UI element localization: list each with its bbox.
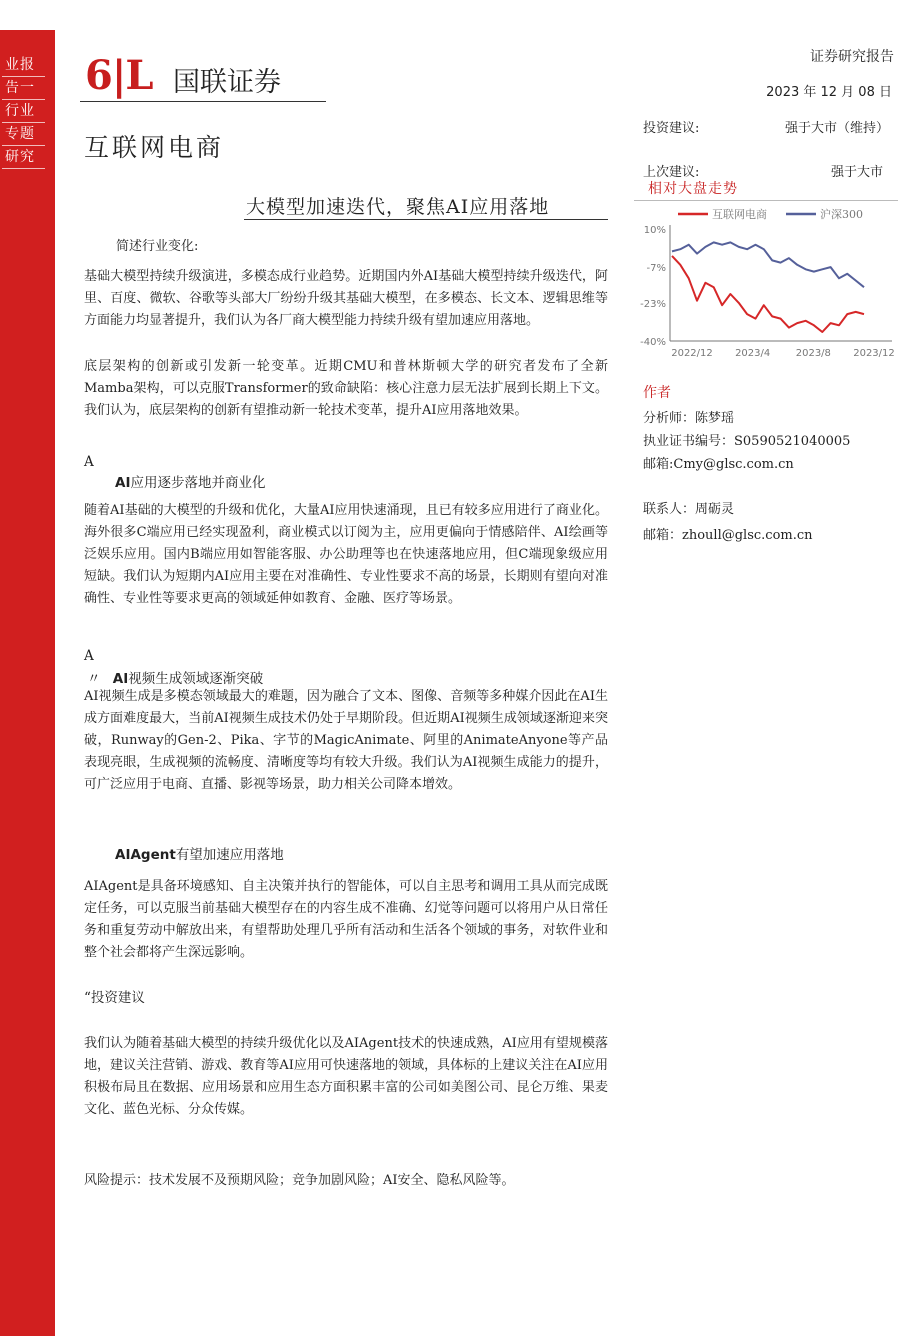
prev-rating-label: 上次建议: <box>643 165 700 180</box>
chart-legend-label: 沪深300 <box>820 208 863 221</box>
section-heading-ai-video <box>87 667 263 687</box>
company-logo <box>85 52 281 99</box>
contact-name: 联系人：周砺灵 <box>643 502 735 517</box>
chart-y-tick-label: -23% <box>640 298 666 310</box>
intro-label: 简述行业变化: <box>116 239 199 254</box>
chart-heading: 相对大盘走势 <box>648 181 738 197</box>
author-heading: 作者 <box>643 385 671 401</box>
analyst-email[interactable]: 邮箱:Cmy@glsc.com.cn <box>643 457 794 472</box>
rating-block <box>643 118 890 184</box>
paragraph-architecture: 底层架构的创新或引发新一轮变革。近期CMU和普林斯顿大学的研究者发布了全新Mamba架构，可以克服Transformer的致命缺陷：核心注意力层无法扩展到长期上下文。我们认为，底层架构的创新有望推动新一轮技术变革，提升AI应用落地效果。 <box>84 359 608 418</box>
logo-mark: 6|L <box>85 52 153 99</box>
chart-x-tick-label: 2023/4 <box>735 348 771 359</box>
section-heading-ai-apps <box>115 471 265 491</box>
prev-rating-value: 强于大市 <box>830 165 883 180</box>
paragraph-investment: 我们认为随着基础大模型的持续升级优化以及AIAgent技术的快速成熟，AI应用有望规模落地，建议关注营销、游戏、教育等AI应用可快速落地的领域，具体标的上建议关注在AI应用积极布局且在数据、应用场景和应用生态方面积累丰富的公司如美图公司、昆仑万维、果麦文化、蓝色光标、分众传媒。 <box>84 1036 608 1117</box>
heading-mark: 〃 <box>87 671 101 687</box>
analyst-name: 分析师：陈梦瑶 <box>643 411 735 426</box>
heading-bold: AI <box>115 475 131 491</box>
chart-svg <box>634 201 898 359</box>
report-title: 大模型加速迭代，聚焦AI应用落地 <box>246 196 550 218</box>
side-label: 业报 <box>2 54 45 77</box>
logo-name: 国联证券 <box>173 67 281 98</box>
section-heading-ai-agent <box>115 843 284 863</box>
chart-series-line <box>672 242 864 287</box>
paragraph-ai-video: AI视频生成是多模态领域最大的难题，因为融合了文本、图像、音频等多种媒介因此在AI生成方面难度最大，当前AI视频生成技术仍处于早期阶段。但近期AI视频生成领域逐渐迎来突破，Runway的Gen-2、Pika、字节的MagicAnimate、阿里的AnimateAnyone等产品表现亮眼，生成视频的流畅度、清晰度等均有较大升级。我们认为AI视频生成能力的提升，可广泛应用于电商、直播、影视等场景，助力相关公司降本增效。 <box>84 689 608 792</box>
title-rule <box>244 219 608 220</box>
side-label: 告一 <box>2 77 45 100</box>
chart-y-tick-label: -40% <box>640 337 666 348</box>
heading-text: 视频生成领域逐渐突破 <box>128 671 264 687</box>
side-label: 专题 <box>2 123 45 146</box>
paragraph-ai-agent: AIAgent是具备环境感知、自主决策并执行的智能体，可以自主思考和调用工具从而完成既定任务，可以克服当前基础大模型存在的内容生成不准确、幻觉等问题可以将用户从日常任务和重复劳动中解放出来，有望帮助处理几乎所有活动和生活各个领域的事务，对软件业和整个社会都将产生深远影响。 <box>84 879 608 960</box>
paragraph-models: 基础大模型持续升级演进，多模态成行业趋势。近期国内外AI基础大模型持续升级迭代，阿里、百度、微软、谷歌等头部大厂纷纷升级其基础大模型，在多模态、长文本、逻辑思维等方面能力均显著提升，我们认为各厂商大模型能力持续升级有望加速应用落地。 <box>84 269 608 328</box>
header-rule <box>80 101 326 102</box>
bullet-marker: A <box>84 648 94 664</box>
chart-legend-label: 互联网电商 <box>712 208 767 221</box>
heading-text: 有望加速应用落地 <box>175 847 284 863</box>
chart-y-tick-label: -7% <box>646 263 666 275</box>
rating-value: 强于大市（维持） <box>785 121 890 136</box>
relative-trend-chart <box>634 200 898 359</box>
chart-x-tick-label: 2023/12 <box>853 348 895 359</box>
report-date: 2023 年 12 月 08 日 <box>766 85 892 100</box>
rating-label: 投资建议: <box>643 121 700 136</box>
analyst-cert: 执业证书编号：S0590521040005 <box>643 434 851 449</box>
chart-series-line <box>672 256 864 332</box>
paragraph-ai-apps: 随着AI基础的大模型的升级和优化，大量AI应用快速涌现，且已有较多应用进行了商业化。海外很多C端应用已经实现盈利，商业模式以订阅为主，应用更偏向于情感陪伴、AI绘画等泛娱乐应用。国内B端应用如智能客服、办公助理等也在快速落地应用，但C端现象级应用短缺。我们认为短期内AI应用主要在对准确性、专业性要求不高的场景，长期则有望向对准确性、专业性等要求更高的领域延伸如教育、金融、医疗等场景。 <box>84 503 608 606</box>
side-label: 研究 <box>2 146 45 169</box>
risk-warning: 风险提示：技术发展不及预期风险；竞争加剧风险；AI安全、隐私风险等。 <box>84 1173 515 1188</box>
heading-text: 应用逐步落地并商业化 <box>130 475 266 491</box>
industry-label: 互联网电商 <box>84 133 225 162</box>
heading-bold: AIAgent <box>115 847 176 863</box>
heading-bold: AI <box>112 671 129 687</box>
bullet-marker: A <box>84 454 94 470</box>
chart-x-tick-label: 2022/12 <box>671 348 713 359</box>
chart-x-tick-label: 2023/8 <box>795 348 831 359</box>
contact-email[interactable]: 邮箱：zhoull@glsc.com.cn <box>643 528 813 543</box>
left-red-bar <box>0 30 55 1336</box>
section-heading-investment: “投资建议 <box>84 990 145 1006</box>
report-type: 证券研究报告 <box>810 49 894 65</box>
side-label: 行业 <box>2 100 45 123</box>
chart-y-tick-label: 10% <box>643 225 666 236</box>
